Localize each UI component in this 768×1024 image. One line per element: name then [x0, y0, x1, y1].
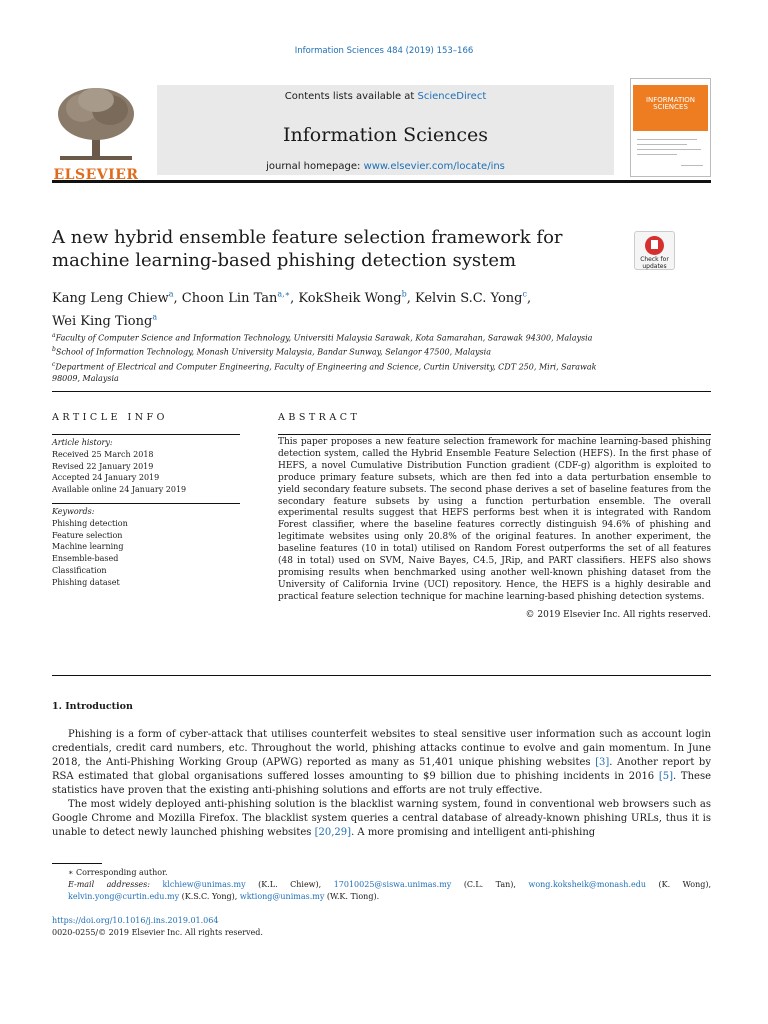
article-info-panel	[52, 434, 240, 589]
publisher-logo-text: ELSEVIER	[53, 167, 139, 183]
footnote-divider	[52, 863, 102, 864]
reference-link[interactable]: [5]	[658, 771, 674, 782]
crossmark-label: Check for updates	[640, 256, 669, 270]
homepage-link[interactable]: www.elsevier.com/locate/ins	[363, 161, 505, 172]
history-item: Accepted 24 January 2019	[52, 473, 160, 483]
keyword-item: Phishing detection	[52, 518, 128, 528]
email-link[interactable]: klchiew@unimas.my	[162, 880, 246, 889]
email-link[interactable]: wktiong@unimas.my	[239, 892, 325, 901]
keyword-item: Phishing dataset	[52, 577, 120, 587]
abstract-heading: ABSTRACT	[278, 412, 361, 423]
paragraph: Phishing is a form of cyber-attack that utilises counterfeit websites to steal sensitive user information such as account login credentials, credit card numbers, etc. Throughout the world, phishing attacks continue to evolve and gain momentum. In June 2018, the Anti-Phishing Working Group (APWG) reported as many as 51,401 unique phishing websites [3]. Another report by RSA estimated that global organisations suffered losses amounting to $9 billion due to phishing incidents in 2016 [5]. These statistics have proven that the existing anti-phishing solutions and efforts are not truly effective.	[52, 729, 712, 796]
affiliation: $^c$Department of Electrical and Computer Engineering, Faculty of Engineering and Science, Curtin University, CDT 250, Miri, Sarawak 98009, Malaysia	[52, 360, 597, 384]
keyword-item: Feature selection	[52, 530, 123, 540]
cover-title: INFORMATION SCIENCES	[633, 85, 708, 131]
email-link[interactable]: wong.koksheik@monash.edu	[528, 880, 646, 889]
email-link[interactable]: 17010025@siswa.unimas.my	[333, 880, 452, 889]
article-info-heading: ARTICLE INFO	[52, 412, 168, 423]
journal-banner	[157, 85, 614, 175]
keyword-item: Machine learning	[52, 542, 124, 552]
divider	[52, 675, 711, 676]
history-item: Received 25 March 2018	[52, 449, 154, 459]
corresponding-author-note: ∗ Corresponding author.	[68, 868, 168, 877]
paragraph: The most widely deployed anti-phishing solution is the blacklist warning system, found in conventional web browsers such as Google Chrome and Mozilla Firefox. The blacklist system queries a central database of already-known phishing URLs, thus it is unable to detect newly launched phishing websites [20,29]. A more promising and intelligent anti-phishing	[52, 799, 711, 838]
abstract-copyright: © 2019 Elsevier Inc. All rights reserved.	[525, 609, 711, 620]
history-item: Available online 24 January 2019	[52, 485, 187, 495]
article-title: A new hybrid ensemble feature selection framework for machine learning-based phishing detection system	[52, 227, 563, 271]
check-for-updates-badge[interactable]	[634, 231, 675, 270]
history-item: Revised 22 January 2019	[52, 461, 154, 471]
keyword-item: Classification	[52, 565, 107, 575]
email-addresses: E-mail addresses: klchiew@unimas.my (K.L. Chiew), 17010025@siswa.unimas.my (C.L. Tan), wong.koksheik@monash.edu (K. Wong), kelvin.yong@curtin.edu.my (K.S.C. Yong), wktiong@unimas.my (W.K. Tiong).	[68, 880, 712, 901]
doi-block	[52, 915, 263, 939]
doi-link[interactable]: https://doi.org/10.1016/j.ins.2019.01.064	[52, 916, 219, 925]
journal-citation[interactable]: Information Sciences 484 (2019) 153–166	[294, 46, 474, 56]
journal-cover-thumbnail[interactable]	[630, 78, 711, 177]
contents-line: Contents lists available at ScienceDirect	[284, 91, 487, 102]
abstract-panel	[278, 434, 711, 620]
author-list	[52, 286, 652, 331]
abstract-text: This paper proposes a new feature selection framework for machine learning-based phishing detection system, called the Hybrid Ensemble Feature Selection (HEFS). In the first phase of HEFS, a novel Cumulative Distribution Function gradient (CDF-g) algorithm is exploited to produce primary feature subsets, which are then fed into a data perturbation ensemble to yield secondary feature subsets. The second phase derives a set of baseline features from the secondary feature subsets by using a function perturbation ensemble. The overall experimental results suggest that HEFS performs best when it is integrated with Random Forest classifier, where the baseline features correctly distinguish 94.6% of phishing and legitimate websites using only 20.8% of the original features. In another experiment, the baseline features (10 in total) utilised on Random Forest outperforms the set of all features (48 in total) used on SVM, Naive Bayes, C4.5, JRip, and PART classifiers. HEFS also shows promising results when benchmarked using another well-known phishing dataset from the University of California Irvine (UCI) repository. Hence, the HEFS is a highly desirable and practical feature selection technique for machine learning-based phishing detection systems.	[278, 437, 711, 602]
journal-header	[52, 78, 711, 183]
email-link[interactable]: kelvin.yong@curtin.edu.my	[68, 892, 180, 901]
introduction-body	[52, 728, 711, 840]
keyword-item: Ensemble-based	[52, 554, 119, 564]
author: Wei King Tiong$^a$	[52, 312, 158, 329]
divider	[52, 391, 711, 392]
homepage-line: journal homepage: www.elsevier.com/locate/ins	[266, 161, 505, 172]
issn-line: 0020-0255/© 2019 Elsevier Inc. All rights reserved.	[52, 928, 263, 937]
section-heading-introduction: 1. Introduction	[52, 701, 133, 712]
journal-title: Information Sciences	[283, 124, 488, 146]
keywords: Keywords: Phishing detection Feature selection Machine learning Ensemble-based Classification Phishing dataset	[52, 504, 240, 589]
footnotes	[52, 867, 711, 903]
reference-link[interactable]: [20,29]	[314, 827, 352, 838]
affiliation-list	[52, 330, 597, 385]
author: Kelvin S.C. Yong$^c$,	[414, 290, 532, 307]
author: Choon Lin Tan$^{a,∗}$,	[181, 290, 299, 307]
elsevier-tree-logo	[52, 84, 140, 183]
author: Kang Leng Chiew$^a$,	[52, 290, 182, 307]
reference-link[interactable]: [3]	[595, 757, 610, 768]
affiliation: $^b$School of Information Technology, Monash University Malaysia, Bandar Sunway, Selangor 47500, Malaysia	[52, 346, 491, 358]
author: KokSheik Wong$^b$,	[298, 290, 415, 307]
sciencedirect-link[interactable]: ScienceDirect	[417, 91, 487, 102]
article-history: Article history: Received 25 March 2018 Revised 22 January 2019 Accepted 24 January 2019 Available online 24 January 2019	[52, 435, 240, 496]
crossmark-icon	[645, 236, 664, 255]
affiliation: $^a$Faculty of Computer Science and Information Technology, Universiti Malaysia Sarawak, Kota Samarahan, Sarawak 94300, Malaysia	[52, 332, 593, 343]
